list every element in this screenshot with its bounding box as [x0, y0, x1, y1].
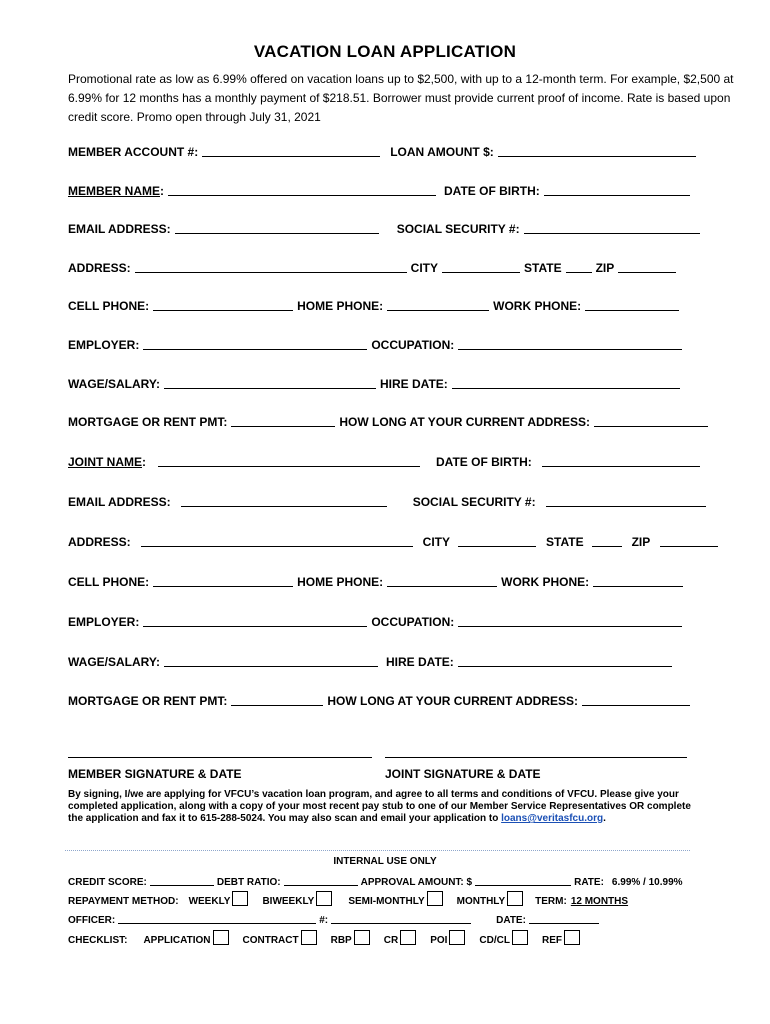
weekly-checkbox[interactable]	[232, 891, 248, 906]
joint-zip-label: ZIP	[631, 535, 651, 549]
joint-ssn-label: SOCIAL SECURITY #:	[412, 495, 536, 509]
signing-notice	[68, 789, 708, 825]
officer-number-label: #:	[319, 915, 329, 926]
joint-wage-label: WAGE/SALARY:	[68, 655, 160, 669]
joint-home-field[interactable]	[387, 574, 497, 587]
internal-date-field[interactable]	[529, 913, 599, 924]
member-occupation-field[interactable]	[458, 337, 682, 350]
member-how-long-label: HOW LONG AT YOUR CURRENT ADDRESS:	[339, 415, 590, 429]
member-row-employer	[68, 336, 686, 352]
member-row-address	[68, 259, 680, 275]
rate-value: 6.99% / 10.99%	[611, 877, 683, 888]
internal-use-title: INTERNAL USE ONLY	[333, 856, 437, 867]
promo-description: Promotional rate as low as 6.99% offered on vacation loans up to $2,500, with up to a 12-month term. For example, $2,500 at 6.99% for 12 months has a monthly payment of $218.51. Borrower must provide current proof of income. Rate is based upon credit score. Promo open through July 31, 2021	[68, 72, 734, 124]
member-employer-field[interactable]	[143, 337, 367, 350]
weekly-label: WEEKLY	[188, 896, 231, 907]
member-row-email	[68, 220, 704, 236]
member-row-wage	[68, 375, 684, 391]
rbp-checkbox[interactable]	[354, 930, 370, 945]
joint-mortgage-field[interactable]	[231, 693, 323, 706]
internal-row-officer	[68, 912, 602, 926]
member-city-field[interactable]	[442, 260, 520, 273]
officer-number-field[interactable]	[331, 913, 471, 924]
joint-row-name: JOINT NAME : DATE OF BIRTH :	[68, 453, 704, 469]
member-zip-label: ZIP	[595, 261, 615, 275]
notice-end: .	[603, 813, 606, 824]
member-cell-field[interactable]	[153, 298, 293, 311]
internal-date-label: DATE:	[496, 915, 526, 926]
joint-email-field[interactable]	[181, 494, 387, 507]
internal-divider	[65, 850, 690, 851]
member-row-account	[68, 143, 700, 159]
member-wage-label: WAGE/SALARY:	[68, 377, 160, 391]
poi-label: POI	[430, 935, 448, 946]
internal-row-repayment	[68, 893, 628, 907]
approval-amount-label: APPROVAL AMOUNT: $	[360, 877, 473, 888]
joint-row-phones: CELL PHONE: HOME PHONE: WORK PHONE :	[68, 573, 687, 589]
joint-how-long-label: HOW LONG AT YOUR CURRENT ADDRESS	[327, 694, 574, 708]
joint-cell-label: CELL PHONE:	[68, 575, 150, 589]
member-email-field[interactable]	[175, 221, 379, 234]
joint-address-label: ADDRESS:	[68, 535, 131, 549]
approval-amount-field[interactable]	[475, 875, 571, 886]
member-home-label: HOME PHONE:	[297, 299, 384, 313]
member-mortgage-field[interactable]	[231, 414, 335, 427]
joint-city-field[interactable]	[458, 534, 536, 547]
member-account-field[interactable]	[202, 144, 380, 157]
internal-row-checklist	[68, 932, 582, 946]
rbp-label: RBP	[330, 935, 352, 946]
semimonthly-label: SEMI-MONTHLY	[348, 896, 425, 907]
joint-work-field[interactable]	[593, 574, 683, 587]
member-employer-label: EMPLOYER:	[68, 338, 140, 352]
officer-label: OFFICER:	[68, 915, 116, 926]
joint-occupation-field[interactable]	[458, 614, 682, 627]
joint-cell-field[interactable]	[153, 574, 293, 587]
application-checkbox[interactable]	[213, 930, 229, 945]
joint-city-label: CITY	[422, 535, 451, 549]
cr-checkbox[interactable]	[400, 930, 416, 945]
term-label: TERM:	[535, 896, 567, 907]
loans-email-link[interactable]: loans@veritasfcu.org	[501, 813, 604, 824]
member-zip-field[interactable]	[618, 260, 676, 273]
member-occupation-label: OCCUPATION:	[371, 338, 455, 352]
member-work-field[interactable]	[585, 298, 679, 311]
debt-ratio-field[interactable]	[284, 875, 358, 886]
joint-row-employer	[68, 613, 686, 629]
member-state-field[interactable]	[566, 260, 592, 273]
member-signature-label: MEMBER SIGNATURE & DATE	[68, 767, 242, 781]
joint-row-address	[68, 533, 722, 549]
joint-address-field[interactable]	[141, 534, 413, 547]
member-signature-line[interactable]	[68, 757, 372, 758]
cdcl-checkbox[interactable]	[512, 930, 528, 945]
member-ssn-field[interactable]	[524, 221, 700, 234]
checklist-label: CHECKLIST:	[68, 935, 128, 946]
repayment-method-label: REPAYMENT METHOD:	[68, 896, 179, 907]
joint-state-label: STATE	[546, 535, 584, 549]
joint-name-field[interactable]	[158, 454, 420, 467]
member-hire-field[interactable]	[452, 376, 680, 389]
credit-score-field[interactable]	[150, 875, 214, 886]
monthly-checkbox[interactable]	[507, 891, 523, 906]
cr-label: CR	[383, 935, 399, 946]
member-cell-label: CELL PHONE:	[68, 299, 150, 313]
joint-hire-field[interactable]	[458, 654, 672, 667]
joint-row-mortgage: MORTGAGE OR RENT PMT: HOW LONG AT YOUR CURRENT ADDRESS :	[68, 692, 694, 708]
semimonthly-checkbox[interactable]	[427, 891, 443, 906]
member-account-label: MEMBER ACCOUNT #:	[68, 145, 199, 159]
member-home-field[interactable]	[387, 298, 489, 311]
poi-checkbox[interactable]	[449, 930, 465, 945]
ref-checkbox[interactable]	[564, 930, 580, 945]
joint-mortgage-label: MORTGAGE OR RENT PMT:	[68, 694, 228, 708]
joint-employer-field[interactable]	[143, 614, 367, 627]
member-wage-field[interactable]	[164, 376, 376, 389]
member-row-mortgage	[68, 413, 712, 429]
joint-how-long-field[interactable]	[582, 693, 690, 706]
joint-zip-field[interactable]	[660, 534, 718, 547]
joint-row-wage	[68, 653, 676, 669]
term-value: 12 MONTHS	[570, 896, 629, 907]
ref-label: REF	[541, 935, 562, 946]
monthly-label: MONTHLY	[456, 896, 506, 907]
member-dob-field[interactable]	[544, 183, 690, 196]
debt-ratio-label: DEBT RATIO:	[216, 877, 281, 888]
biweekly-label: BIWEEKLY	[262, 896, 315, 907]
credit-score-label: CREDIT SCORE:	[68, 877, 147, 888]
signing-notice-text: By signing, I/we are applying for VFCU’s vacation loan program, and agree to all terms and conditions of VFCU. Please give your completed application, along with a copy of your most recent pay stub to one of our Member Service Representatives OR complete the application and fax it to 615-288-5024. You may also scan and email your application to	[68, 789, 691, 824]
member-row-phones	[68, 297, 683, 313]
member-state-label: STATE	[524, 261, 562, 275]
officer-field[interactable]	[118, 913, 316, 924]
joint-occupation-label: OCCUPATION:	[371, 615, 455, 629]
loan-amount-field[interactable]	[498, 144, 696, 157]
joint-dob-field[interactable]	[542, 454, 700, 467]
contract-label: CONTRACT	[242, 935, 299, 946]
internal-row-credit	[68, 874, 683, 888]
loan-amount-label: LOAN AMOUNT $:	[390, 145, 494, 159]
member-work-label: WORK PHONE:	[493, 299, 582, 313]
member-mortgage-label: MORTGAGE OR RENT PMT:	[68, 415, 228, 429]
joint-home-label: HOME PHONE:	[297, 575, 384, 589]
member-name-label: MEMBER NAME	[68, 184, 160, 198]
joint-email-label: EMAIL ADDRESS:	[68, 495, 171, 509]
member-email-label: EMAIL ADDRESS:	[68, 222, 171, 236]
member-how-long-field[interactable]	[594, 414, 708, 427]
joint-row-email	[68, 493, 710, 509]
joint-name-label: JOINT NAME	[68, 455, 143, 469]
joint-hire-label: HIRE DATE:	[386, 655, 454, 669]
member-hire-label: HIRE DATE:	[380, 377, 448, 391]
member-row-name: MEMBER NAME : DATE OF BIRTH:	[68, 182, 694, 198]
member-ssn-label: SOCIAL SECURITY #:	[396, 222, 520, 236]
biweekly-checkbox[interactable]	[316, 891, 332, 906]
joint-work-label: WORK PHONE	[501, 575, 586, 589]
joint-employer-label: EMPLOYER:	[68, 615, 140, 629]
member-name-field[interactable]	[168, 183, 436, 196]
rate-label: RATE:	[574, 877, 604, 888]
member-address-label: ADDRESS:	[68, 261, 131, 275]
application-label: APPLICATION	[143, 935, 211, 946]
cdcl-label: CD/CL	[479, 935, 510, 946]
joint-state-field[interactable]	[592, 534, 622, 547]
joint-dob-label: DATE OF BIRTH	[436, 455, 528, 469]
member-address-field[interactable]	[135, 260, 407, 273]
joint-signature-label: JOINT SIGNATURE & DATE	[385, 767, 541, 781]
joint-wage-field[interactable]	[164, 654, 378, 667]
joint-ssn-field[interactable]	[546, 494, 706, 507]
form-title: VACATION LOAN APPLICATION	[253, 42, 517, 61]
joint-signature-line[interactable]	[385, 757, 687, 758]
member-dob-label: DATE OF BIRTH:	[444, 184, 540, 198]
contract-checkbox[interactable]	[301, 930, 317, 945]
member-city-label: CITY	[410, 261, 439, 275]
